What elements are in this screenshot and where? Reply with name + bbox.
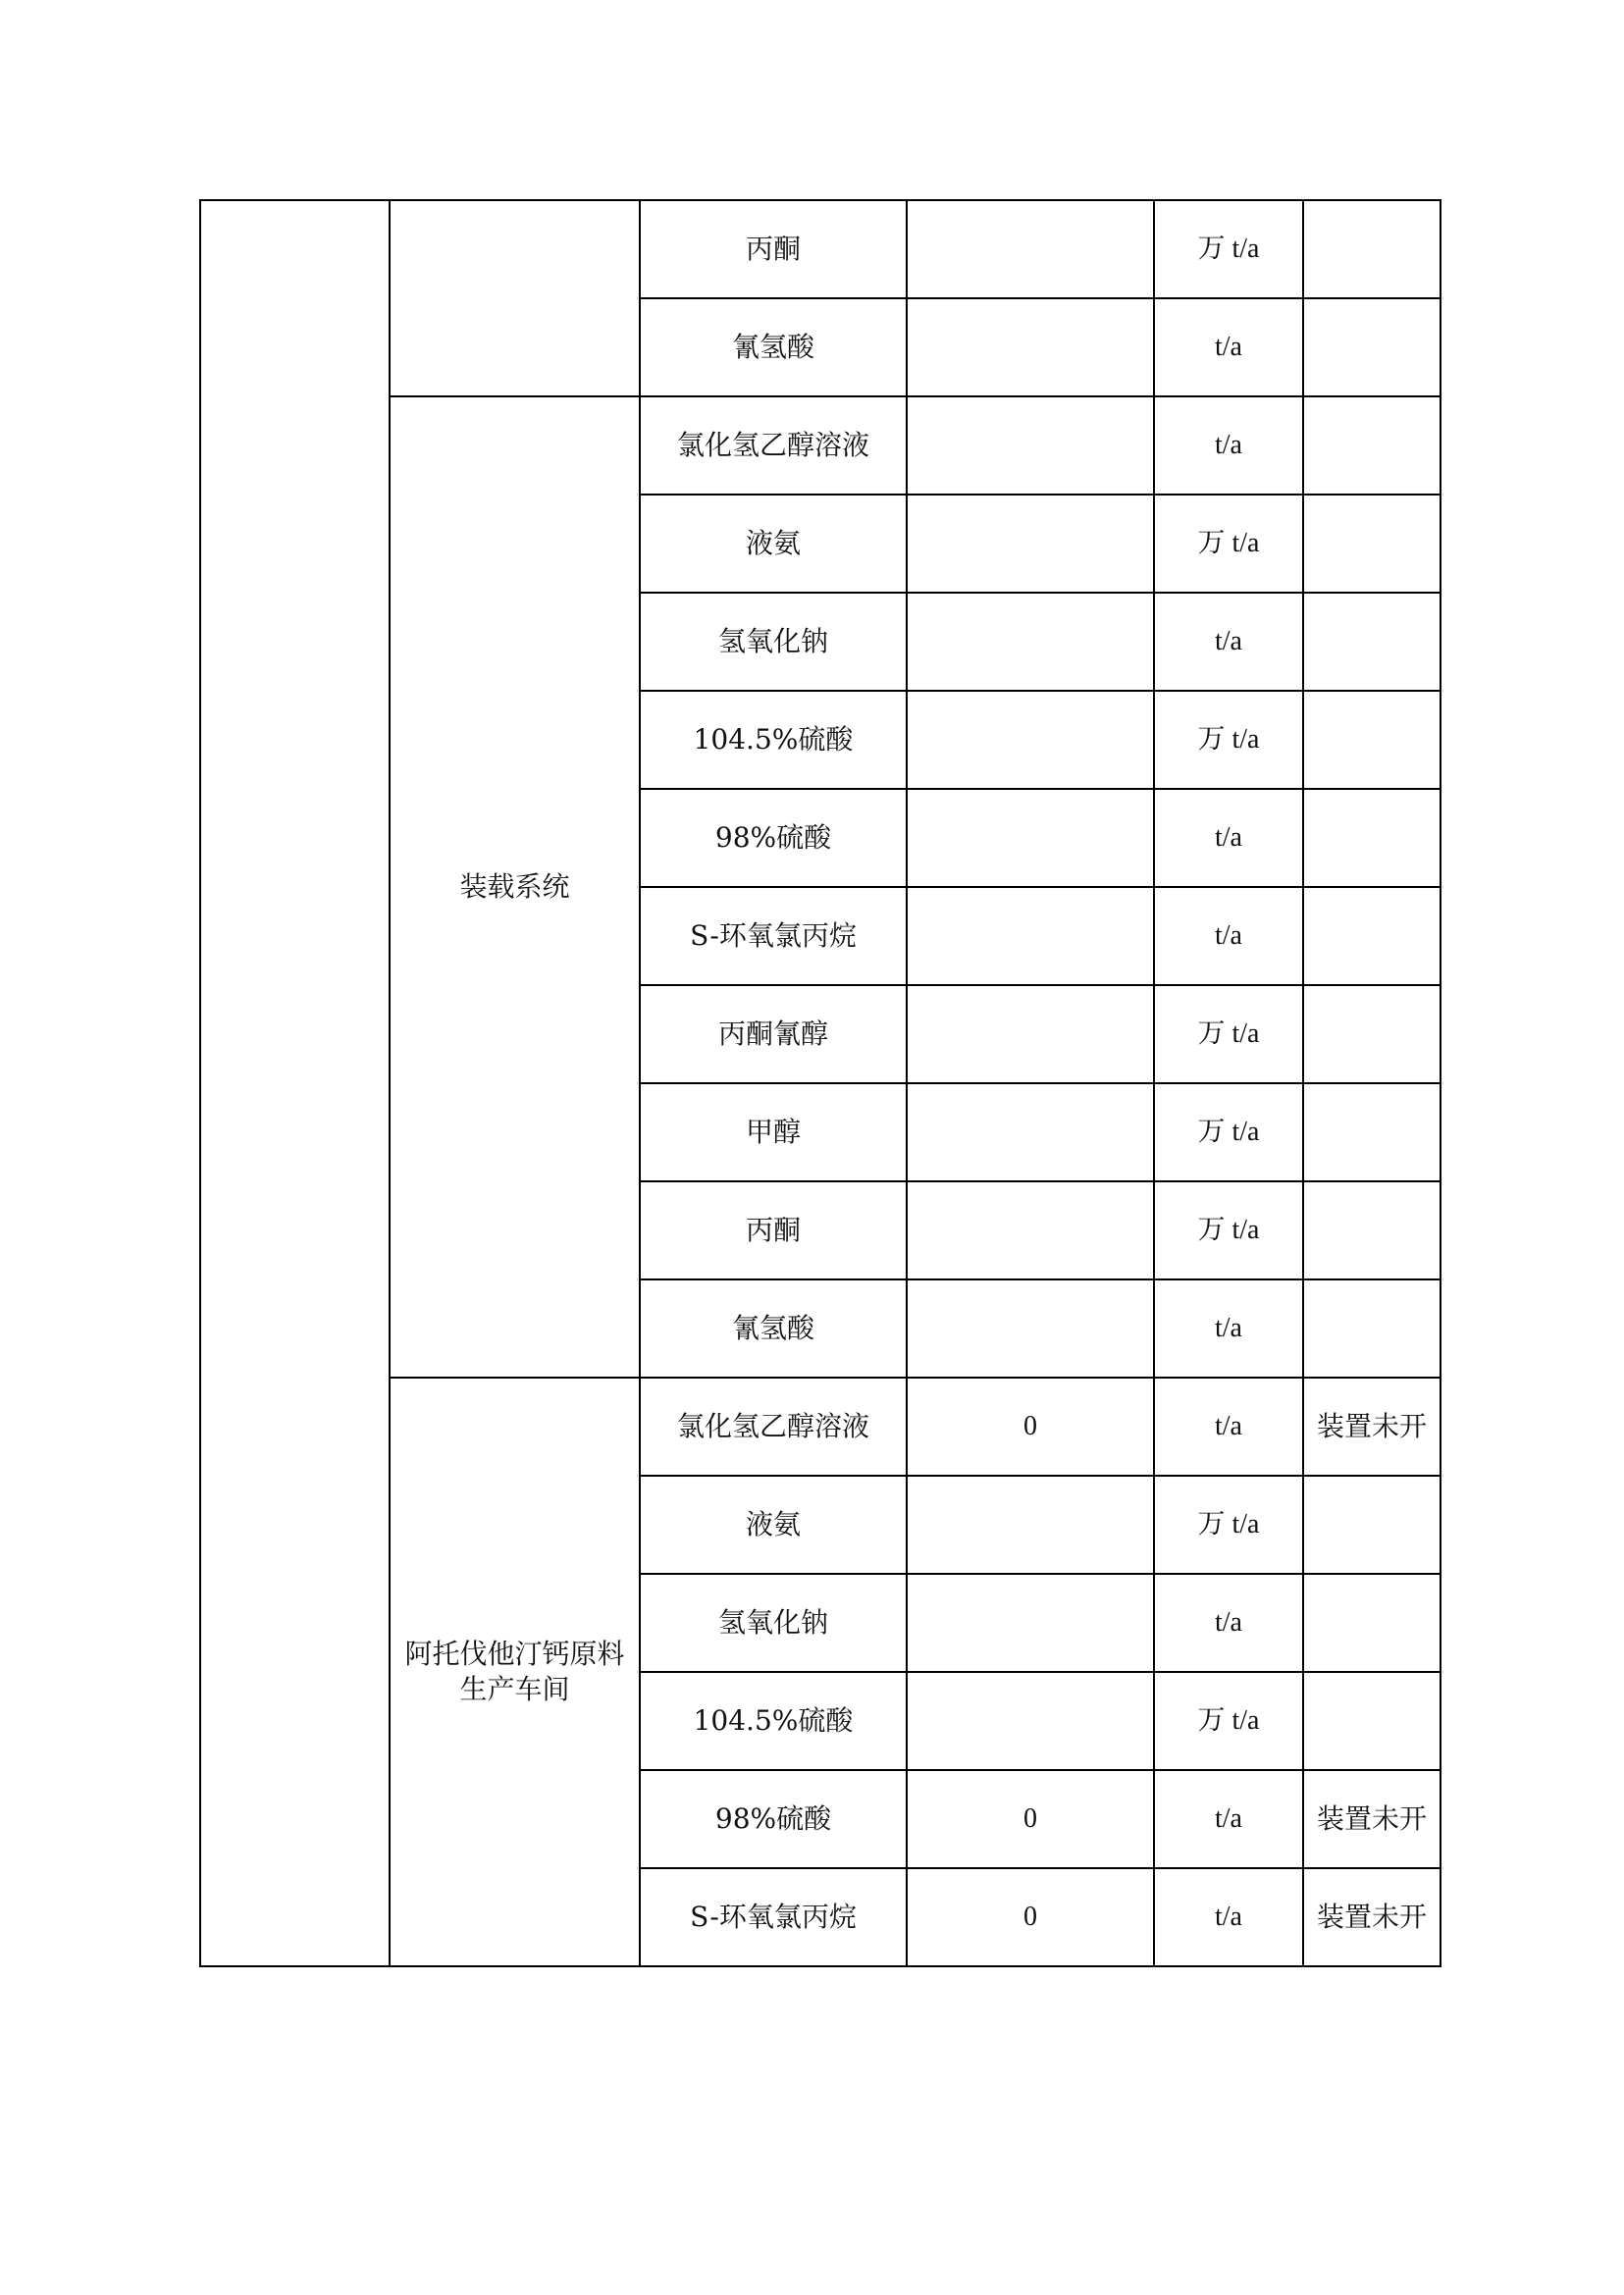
material-cell: 氯化氢乙醇溶液 [640,1378,907,1476]
material-cell: S-环氧氯丙烷 [640,1868,907,1966]
material-cell: 98%硫酸 [640,789,907,887]
unit-cell: 万 t/a [1154,1476,1303,1574]
unit-cell: t/a [1154,593,1303,691]
material-cell: 丙酮氰醇 [640,985,907,1083]
group-name-cell [390,200,640,396]
remark-cell [1303,1181,1441,1279]
unit-cell: t/a [1154,789,1303,887]
remark-cell [1303,593,1441,691]
unit-cell: t/a [1154,1574,1303,1672]
unit-cell: 万 t/a [1154,691,1303,789]
remark-cell: 装置未开 [1303,1770,1441,1868]
material-cell: 氢氧化钠 [640,593,907,691]
value-cell [907,1574,1154,1672]
unit-cell: t/a [1154,1279,1303,1378]
material-cell: 104.5%硫酸 [640,691,907,789]
unit-cell: 万 t/a [1154,200,1303,298]
remark-cell [1303,1672,1441,1770]
group-name-cell: 阿托伐他汀钙原料生产车间 [390,1378,640,1966]
material-cell: 氢氧化钠 [640,1574,907,1672]
value-cell [907,396,1154,495]
remark-cell [1303,495,1441,593]
remark-cell [1303,691,1441,789]
value-cell [907,985,1154,1083]
remark-cell [1303,985,1441,1083]
value-cell [907,691,1154,789]
unit-cell: 万 t/a [1154,495,1303,593]
materials-table [199,199,1441,1967]
material-cell: 甲醇 [640,1083,907,1181]
value-cell: 0 [907,1868,1154,1966]
material-cell: 氰氢酸 [640,298,907,396]
table-row [200,200,1441,298]
outer-category-cell [200,200,390,1966]
material-cell: 丙酮 [640,200,907,298]
remark-cell [1303,887,1441,985]
remark-cell: 装置未开 [1303,1868,1441,1966]
value-cell [907,887,1154,985]
unit-cell: 万 t/a [1154,985,1303,1083]
value-cell [907,298,1154,396]
value-cell [907,1181,1154,1279]
unit-cell: 万 t/a [1154,1083,1303,1181]
value-cell [907,1083,1154,1181]
unit-cell: t/a [1154,1868,1303,1966]
value-cell [907,495,1154,593]
remark-cell [1303,1083,1441,1181]
value-cell [907,1279,1154,1378]
remark-cell [1303,1279,1441,1378]
material-cell: 氰氢酸 [640,1279,907,1378]
unit-cell: 万 t/a [1154,1181,1303,1279]
value-cell [907,593,1154,691]
material-cell: 丙酮 [640,1181,907,1279]
unit-cell: t/a [1154,396,1303,495]
value-cell [907,789,1154,887]
value-cell [907,1476,1154,1574]
remark-cell [1303,298,1441,396]
value-cell: 0 [907,1378,1154,1476]
remark-cell [1303,200,1441,298]
unit-cell: t/a [1154,1770,1303,1868]
unit-cell: t/a [1154,1378,1303,1476]
group-name-cell: 装载系统 [390,396,640,1378]
materials-table-body [200,200,1441,1966]
remark-cell [1303,396,1441,495]
unit-cell: 万 t/a [1154,1672,1303,1770]
value-cell [907,200,1154,298]
material-cell: 液氨 [640,1476,907,1574]
value-cell: 0 [907,1770,1154,1868]
unit-cell: t/a [1154,298,1303,396]
material-cell: 98%硫酸 [640,1770,907,1868]
unit-cell: t/a [1154,887,1303,985]
remark-cell: 装置未开 [1303,1378,1441,1476]
remark-cell [1303,789,1441,887]
value-cell [907,1672,1154,1770]
remark-cell [1303,1476,1441,1574]
material-cell: 液氨 [640,495,907,593]
material-cell: 氯化氢乙醇溶液 [640,396,907,495]
remark-cell [1303,1574,1441,1672]
material-cell: S-环氧氯丙烷 [640,887,907,985]
material-cell: 104.5%硫酸 [640,1672,907,1770]
